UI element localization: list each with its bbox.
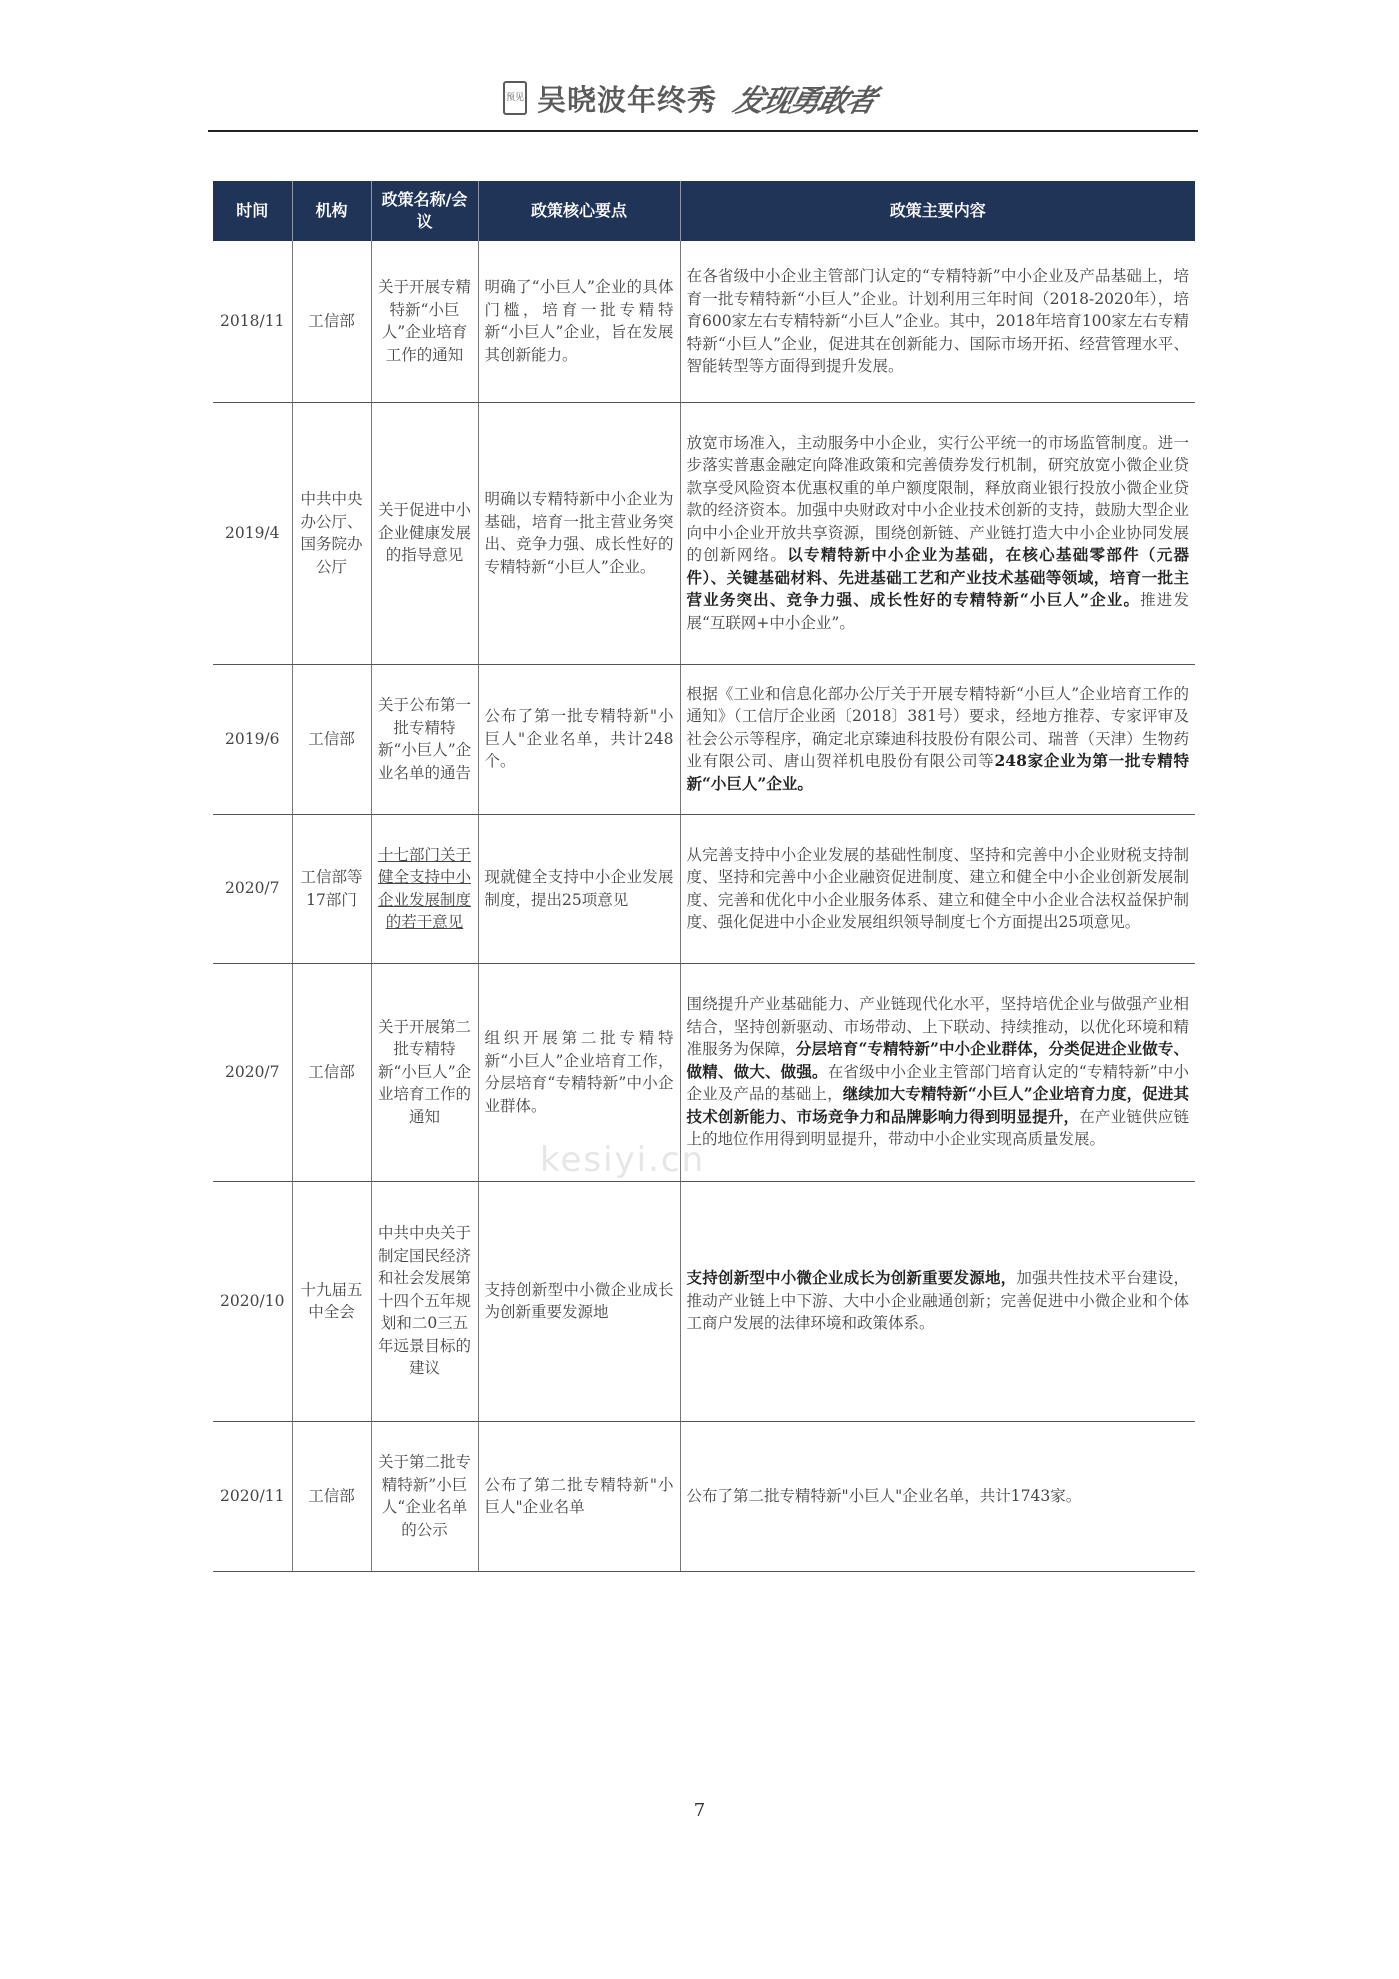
cell-key-points: 组织开展第二批专精特新“小巨人”企业培育工作，分层培育“专精特新”中小企业群体。: [478, 963, 680, 1181]
cell-main-content: [680, 664, 1195, 814]
table-row: [213, 814, 1195, 963]
header-divider: [208, 130, 1198, 132]
cell-main-content: 公布了第二批专精特新"小巨人"企业名单，共计1743家。: [680, 1421, 1195, 1571]
cell-key-points: 现就健全支持中小企业发展制度，提出25项意见: [478, 814, 680, 963]
content-emphasis: 分层培育“专精特新”中小企业群体，分类促进企业做专、做精、做大、做强。: [686, 1039, 1189, 1081]
cell-main-content: 从完善支持中小企业发展的基础性制度、坚持和完善中小企业财税支持制度、坚持和完善中小企业融资促进制度、建立和健全中小企业创新发展制度、完善和优化中小企业服务体系、建立和健全中小企业合法权益保护制度、强化促进中小企业发展组织领导制度七个方面提出25项意见。: [680, 814, 1195, 963]
cell-org: 中共中央办公厅、国务院办公厅: [292, 402, 371, 664]
cell-policy-name: 关于开展第二批专精特新“小巨人”企业培育工作的通知: [371, 963, 478, 1181]
page-number: 7: [693, 1800, 706, 1821]
policy-table: [213, 181, 1195, 1572]
cell-policy-name: 关于开展专精特新“小巨人”企业培育工作的通知: [371, 241, 478, 402]
table-row: [213, 1181, 1195, 1421]
cell-org: 工信部: [292, 1421, 371, 1571]
cell-time: 2019/4: [213, 402, 292, 664]
cell-key-points: 明确了“小巨人”企业的具体门槛，培育一批专精特新“小巨人”企业，旨在发展其创新能力。: [478, 241, 680, 402]
table-row: [213, 664, 1195, 814]
brand: [503, 76, 879, 120]
cell-org: 工信部: [292, 241, 371, 402]
cell-time: 2020/11: [213, 1421, 292, 1571]
brand-script-title: 发现勇敢者: [729, 84, 879, 119]
cell-key-points: 支持创新型中小微企业成长为创新重要发源地: [478, 1181, 680, 1421]
content-text: 在省级中小企业主管部门培育认定的“专精特新”中小企业及产品的基础上，: [686, 1062, 1189, 1104]
content-text: 放宽市场准入，主动服务中小企业，实行公平统一的市场监管制度。进一步落实普惠金融定向降准政策和完善债券发行机制，研究放宽小微企业贷款享受风险资本优惠权重的单户额度限制，释放商业银行投放小微企业贷款的经济资本。加强中央财政对中小企业技术创新的支持，鼓励大型企业向中小企业开放共享资源，围绕创新链、产业链打造大中小企业协同发展的创新网络。: [686, 433, 1189, 565]
cell-policy-name-link[interactable]: 十七部门关于健全支持中小企业发展制度的若干意见: [371, 814, 478, 963]
table-header-row: [213, 181, 1195, 241]
col-header-policy-name: 政策名称/会议: [371, 181, 478, 241]
brand-logo: 预见: [503, 81, 527, 115]
table-row: [213, 241, 1195, 402]
cell-policy-name: 关于促进中小企业健康发展的指导意见: [371, 402, 478, 664]
content-emphasis: 以专精特新中小企业为基础，在核心基础零部件（元器件）、关键基础材料、先进基础工艺和产业技术基础等领域，培育一批主营业务突出、竞争力强、成长性好的专精特新“小巨人”企业。: [686, 545, 1189, 610]
brand-title: 吴晓波年终秀: [537, 82, 718, 117]
cell-policy-name: 关于公布第一批专精特新“小巨人”企业名单的通告: [371, 664, 478, 814]
content-text: 围绕提升产业基础能力、产业链现代化水平，坚持培优企业与做强产业相结合，坚持创新驱动、市场带动、上下联动、持续推动，以优化环境和精准服务为保障，: [686, 995, 1189, 1059]
table-row: [213, 1421, 1195, 1571]
cell-time: 2020/10: [213, 1181, 292, 1421]
cell-time: 2020/7: [213, 963, 292, 1181]
col-header-key-points: 政策核心要点: [478, 181, 680, 241]
cell-main-content: 在各省级中小企业主管部门认定的“专精特新”中小企业及产品基础上，培育一批专精特新“小巨人”企业。计划利用三年时间（2018-2020年），培育600家左右专精特新“小巨人”企业。其中，2018年培育100家左右专精特新“小巨人”企业，促进其在创新能力、国际市场开拓、经营管理水平、智能转型等方面得到提升发展。: [680, 241, 1195, 402]
cell-main-content: [680, 402, 1195, 664]
cell-key-points: 明确以专精特新中小企业为基础，培育一批主营业务突出、竞争力强、成长性好的专精特新“小巨人”企业。: [478, 402, 680, 664]
cell-org: 工信部: [292, 664, 371, 814]
table-row: [213, 402, 1195, 664]
cell-main-content: [680, 1181, 1195, 1421]
cell-time: 2020/7: [213, 814, 292, 963]
cell-main-content: [680, 963, 1195, 1181]
content-emphasis: 248家企业为第一批专精特新“小巨人”企业。: [686, 751, 1189, 793]
cell-key-points: 公布了第二批专精特新"小巨人"企业名单: [478, 1421, 680, 1571]
cell-policy-name: 关于第二批专精特新”小巨人“企业名单的公示: [371, 1421, 478, 1571]
cell-policy-name: 中共中央关于制定国民经济和社会发展第十四个五年规划和二0三五年远景目标的建议: [371, 1181, 478, 1421]
watermark: kesiyi.cn: [540, 1140, 706, 1180]
col-header-main-content: 政策主要内容: [680, 181, 1195, 241]
content-emphasis: 支持创新型中小微企业成长为创新重要发源地，: [686, 1268, 1017, 1288]
content-text: 加强共性技术平台建设，推动产业链上中下游、大中小企业融通创新；完善促进中小微企业和个体工商户发展的法律环境和政策体系。: [686, 1269, 1189, 1333]
content-text: 在产业链供应链上的地位作用得到明显提升，带动中小企业实现高质量发展。: [686, 1107, 1189, 1149]
cell-time: 2018/11: [213, 241, 292, 402]
col-header-time: 时间: [213, 181, 292, 241]
content-text: 根据《工业和信息化部办公厅关于开展专精特新“小巨人”企业培育工作的通知》（工信厅企业函〔2018〕381号）要求，经地方推荐、专家评审及社会公示等程序，确定北京臻迪科技股份有限公司、瑞普（天津）生物药业有限公司、唐山贺祥机电股份有限公司等: [686, 684, 1189, 771]
cell-org: 工信部等17部门: [292, 814, 371, 963]
content-emphasis: 继续加大专精特新“小巨人”企业培育力度，促进其技术创新能力、市场竞争力和品牌影响力得到明显提升，: [686, 1084, 1189, 1126]
col-header-org: 机构: [292, 181, 371, 241]
cell-org: 工信部: [292, 963, 371, 1181]
page-header: [208, 62, 1198, 132]
cell-time: 2019/6: [213, 664, 292, 814]
cell-key-points: 公布了第一批专精特新"小巨人"企业名单，共计248个。: [478, 664, 680, 814]
content-text: 推进发展“互联网+中小企业”。: [686, 591, 1189, 632]
cell-org: 十九届五中全会: [292, 1181, 371, 1421]
table-row: [213, 963, 1195, 1181]
